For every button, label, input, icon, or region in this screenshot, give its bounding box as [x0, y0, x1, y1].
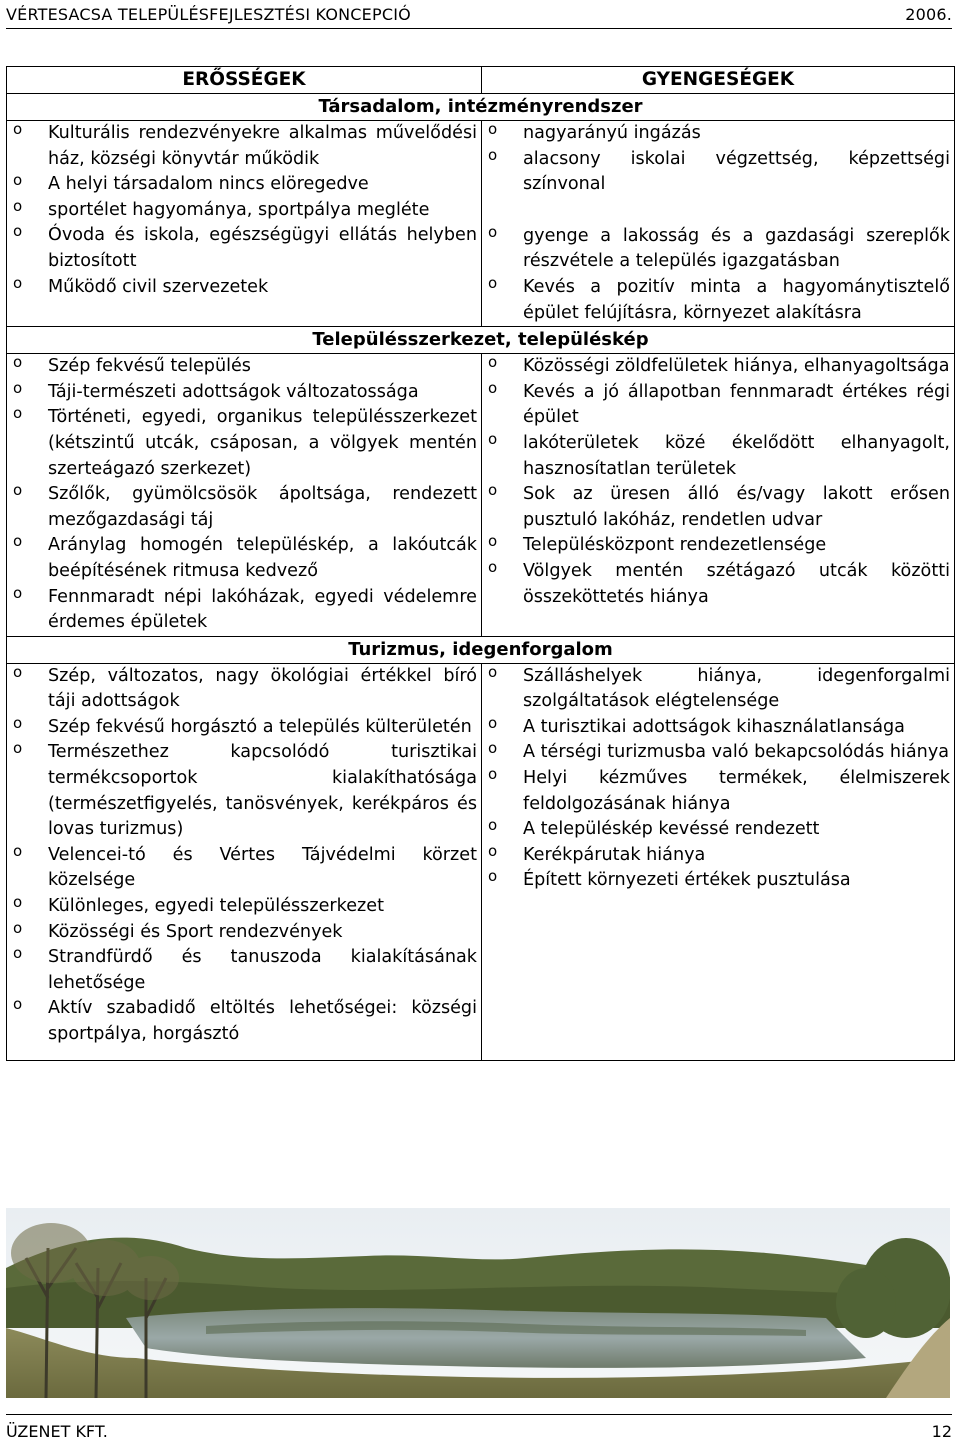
list-item: o Kerékpárutak hiánya: [485, 843, 950, 869]
section-title: Társadalom, intézményrendszer: [7, 94, 955, 121]
list-item: o Működő civil szervezetek: [10, 275, 477, 301]
bullet-icon: o: [488, 841, 498, 860]
list-item: o Szép fekvésű település: [10, 354, 477, 380]
bullet-icon: o: [488, 145, 498, 164]
list-item: o Táji-természeti adottságok változatossága: [10, 380, 477, 406]
bullet-icon: o: [13, 662, 23, 681]
list-item: o Aktív szabadidő eltöltés lehetőségei: községi sportpálya, horgásztó: [10, 996, 477, 1047]
list-item: o A helyi társadalom nincs elöregedve: [10, 172, 477, 198]
bullet-icon: o: [13, 918, 23, 937]
bullet-icon: o: [488, 557, 498, 576]
bullet-icon: o: [488, 222, 498, 241]
swot-table: [6, 66, 955, 1061]
list-item: o Településközpont rendezetlensége: [485, 533, 950, 559]
bullet-icon: o: [13, 196, 23, 215]
weaknesses-list: [485, 664, 950, 894]
bullet-icon: o: [13, 841, 23, 860]
list-item: o Kevés a jó állapotban fennmaradt értékes régi épület: [485, 380, 950, 431]
weaknesses-list: [485, 121, 950, 198]
list-item: o Óvoda és iskola, egészségügyi ellátás helyben biztosított: [10, 223, 477, 274]
strengths-cell: [7, 354, 482, 637]
bullet-icon: o: [488, 429, 498, 448]
list-item: o Természethez kapcsolódó turisztikai termékcsoportok kialakíthatósága (természetfigyelés, tanösvények, kerékpáros és lovas turizmus): [10, 740, 477, 842]
list-item: o Fennmaradt népi lakóházak, egyedi védelemre érdemes épületek: [10, 585, 477, 636]
list-item: o Különleges, egyedi településszerkezet: [10, 894, 477, 920]
bullet-icon: o: [13, 944, 23, 963]
bullet-icon: o: [13, 273, 23, 292]
bullet-icon: o: [13, 739, 23, 758]
document-title: VÉRTESACSA TELEPÜLÉSFEJLESZTÉSI KONCEPCIÓ: [6, 5, 411, 24]
bullet-icon: o: [488, 120, 498, 138]
weaknesses-list: [485, 224, 950, 326]
list-item: o A turisztikai adottságok kihasználatlansága: [485, 715, 950, 741]
page-header: [6, 2, 952, 29]
list-item: o Strandfürdő és tanuszoda kialakításának lehetősége: [10, 945, 477, 996]
list-item: o Szálláshelyek hiánya, idegenforgalmi szolgáltatások elégtelensége: [485, 664, 950, 715]
list-item: o sportélet hagyománya, sportpálya megléte: [10, 198, 477, 224]
strengths-list: [10, 354, 477, 636]
bullet-icon: o: [488, 532, 498, 551]
list-item: o Történeti, egyedi, organikus településszerkezet (kétszintű utcák, csáposan, a völgyek mentén szerteágazó szerkezet): [10, 405, 477, 482]
strengths-cell: [7, 663, 482, 1060]
bullet-icon: o: [488, 816, 498, 835]
list-item: o Völgyek mentén szétágazó utcák közötti összeköttetés hiánya: [485, 559, 950, 610]
strengths-list: [10, 664, 477, 1048]
bullet-icon: o: [13, 222, 23, 241]
list-item: o nagyarányú ingázás: [485, 121, 950, 147]
bullet-icon: o: [13, 893, 23, 912]
bullet-icon: o: [13, 583, 23, 602]
bullet-icon: o: [13, 171, 23, 190]
list-item: o Közösségi és Sport rendezvények: [10, 920, 477, 946]
weaknesses-cell: [482, 354, 955, 637]
list-item: o Közösségi zöldfelületek hiánya, elhanyagoltsága: [485, 354, 950, 380]
strengths-cell: [7, 121, 482, 327]
bullet-icon: o: [13, 120, 23, 138]
list-item: o Velencei-tó és Vértes Tájvédelmi körzet közelsége: [10, 843, 477, 894]
bullet-icon: o: [13, 404, 23, 423]
list-item: o Sok az üresen álló és/vagy lakott erősen pusztuló lakóház, rendetlen udvar: [485, 482, 950, 533]
list-item: o Kevés a pozitív minta a hagyománytisztelő épület felújításra, környezet alakításra: [485, 275, 950, 326]
list-item: o A településkép kevéssé rendezett: [485, 817, 950, 843]
list-item: o Szép, változatos, nagy ökológiai értékkel bíró táji adottságok: [10, 664, 477, 715]
bullet-icon: o: [488, 662, 498, 681]
weaknesses-header: GYENGESÉGEK: [482, 67, 955, 94]
list-item: o Helyi kézműves termékek, élelmiszerek feldolgozásának hiánya: [485, 766, 950, 817]
page-footer: [6, 1414, 952, 1445]
list-item: o Aránylag homogén településkép, a lakóutcák beépítésének ritmusa kedvező: [10, 533, 477, 584]
weaknesses-cell: [482, 663, 955, 1060]
page-number: 12: [931, 1422, 952, 1441]
bullet-icon: o: [488, 353, 498, 372]
lake-landscape-image: [6, 1208, 950, 1398]
bullet-icon: o: [13, 481, 23, 500]
bullet-icon: o: [488, 713, 498, 732]
list-item: o A térségi turizmusba való bekapcsolódás hiánya: [485, 740, 950, 766]
bullet-icon: o: [488, 273, 498, 292]
list-item: o gyenge a lakosság és a gazdasági szereplők részvétele a település igazgatásban: [485, 224, 950, 275]
section-title: Településszerkezet, településkép: [7, 327, 955, 354]
bullet-icon: o: [488, 765, 498, 784]
list-item: o Szép fekvésű horgásztó a település külterületén: [10, 715, 477, 741]
list-item: o Épített környezeti értékek pusztulása: [485, 868, 950, 894]
document-year: 2006.: [905, 5, 952, 24]
company-name: ÜZENET KFT.: [6, 1422, 108, 1441]
bullet-icon: o: [488, 378, 498, 397]
list-item: o Kulturális rendezvényekre alkalmas művelődési ház, községi könyvtár működik: [10, 121, 477, 172]
bullet-icon: o: [488, 867, 498, 886]
lake-landscape-photo: [6, 1208, 950, 1398]
strengths-list: [10, 121, 477, 300]
bullet-icon: o: [13, 713, 23, 732]
list-item: o alacsony iskolai végzettség, képzettségi színvonal: [485, 147, 950, 198]
strengths-header: ERŐSSÉGEK: [7, 67, 482, 94]
list-item: o Szőlők, gyümölcsösök ápoltsága, rendezett mezőgazdasági táj: [10, 482, 477, 533]
bullet-icon: o: [13, 532, 23, 551]
bullet-icon: o: [13, 353, 23, 372]
weaknesses-list: [485, 354, 950, 610]
bullet-icon: o: [488, 481, 498, 500]
weaknesses-cell: [482, 121, 955, 327]
section-title: Turizmus, idegenforgalom: [7, 636, 955, 663]
bullet-icon: o: [13, 378, 23, 397]
list-item: o lakóterületek közé ékelődött elhanyagolt, hasznosítatlan területek: [485, 431, 950, 482]
bullet-icon: o: [13, 995, 23, 1014]
bullet-icon: o: [488, 739, 498, 758]
